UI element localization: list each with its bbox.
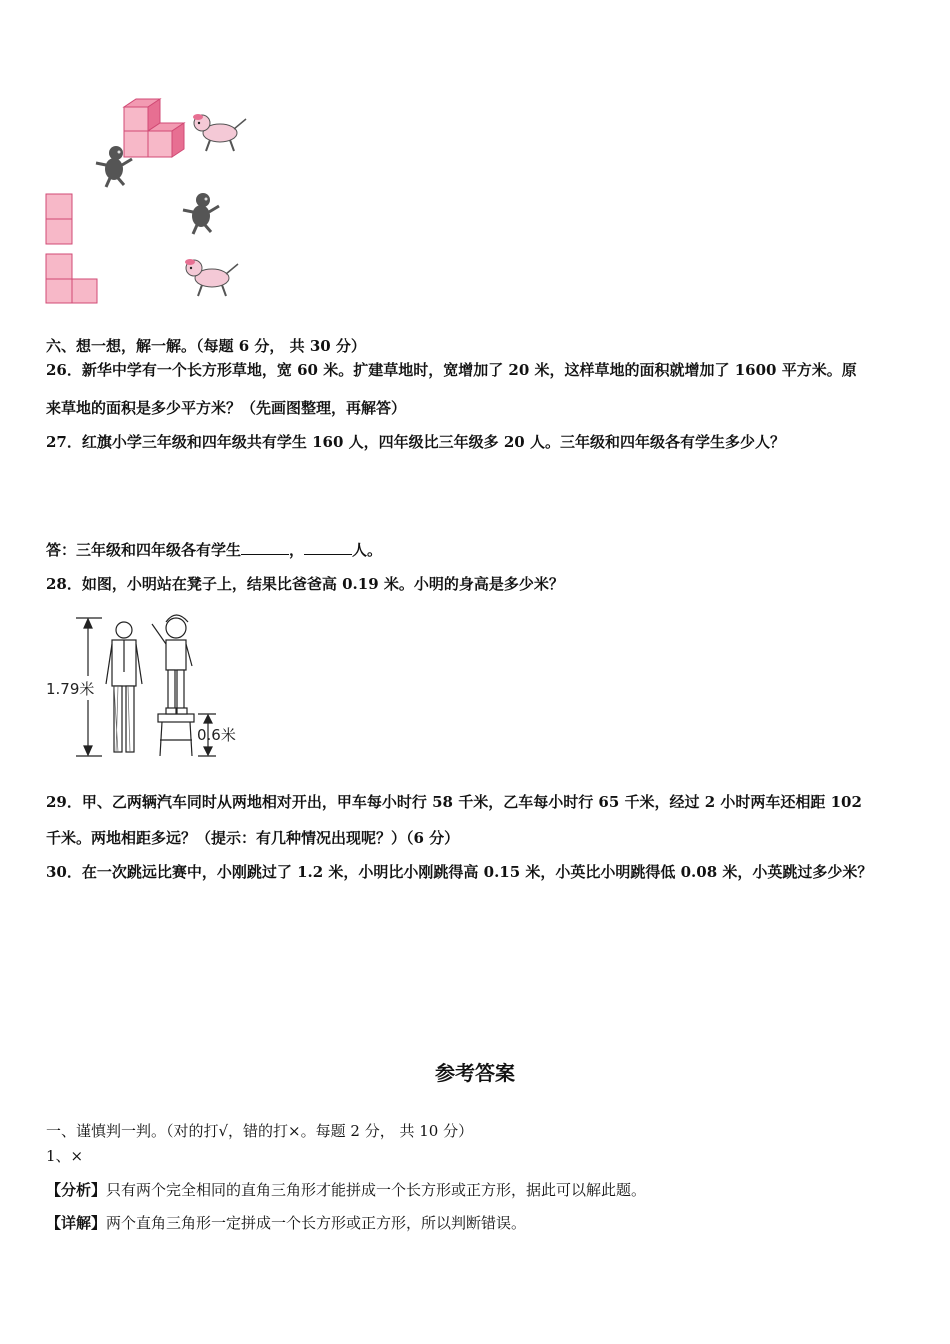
answer-detail xyxy=(46,1213,526,1233)
answer-suffix: 人。 xyxy=(352,541,383,559)
question-27-answer xyxy=(46,540,382,560)
answer-blank-grade4[interactable] xyxy=(304,540,352,555)
question-28: 28．如图，小明站在凳子上，结果比爸爸高 0.19 米。小明的身高是多少米？ xyxy=(46,575,564,593)
dad-height-label: 1.79米 xyxy=(46,680,95,698)
cube-view-figure xyxy=(40,95,260,310)
monkey-icon xyxy=(183,193,219,234)
question-26-line1: 26．新华中学有一个长方形草地，宽 60 米。扩建草地时，宽增加了 20 米，这样草地的面积就增加了 1600 平方米。原 xyxy=(46,361,857,379)
cube-stack xyxy=(124,99,184,157)
xiaoming-figure xyxy=(152,615,192,714)
answer-separator: ， xyxy=(289,541,305,559)
question-27: 27．红旗小学三年级和四年级共有学生 160 人，四年级比三年级多 20 人。三年级和四年级各有学生多少人？ xyxy=(46,433,785,451)
answers-title: 参考答案 xyxy=(435,1061,515,1085)
dog-icon xyxy=(193,114,246,151)
section-six-title: 六、想一想，解一解。（每题 6 分， 共 30 分） xyxy=(46,337,366,355)
analysis-label: 【分析】 xyxy=(46,1181,107,1199)
father-figure xyxy=(106,622,142,752)
detail-text: 两个直角三角形一定拼成一个长方形或正方形，所以判断错误。 xyxy=(106,1214,527,1232)
dog-icon xyxy=(185,259,238,296)
question-29-line2: 千米。两地相距多远？（提示：有几种情况出现呢？）（6 分） xyxy=(46,829,460,847)
answers-section-one-title: 一、谨慎判一判。（对的打√，错的打×。每题 2 分， 共 10 分） xyxy=(46,1122,474,1140)
analysis-text: 只有两个完全相同的直角三角形才能拼成一个长方形或正方形，据此可以解此题。 xyxy=(106,1181,647,1199)
stool xyxy=(158,714,194,756)
question-30: 30．在一次跳远比赛中，小刚跳过了 1.2 米，小明比小刚跳得高 0.15 米，小英比小明跳得低 0.08 米，小英跳过多少米？ xyxy=(46,863,873,881)
question-29-line1: 29．甲、乙两辆汽车同时从两地相对开出，甲车每小时行 58 千米，乙车每小时行 65 千米，经过 2 小时两车还相距 102 xyxy=(46,793,862,811)
answer-analysis xyxy=(46,1180,646,1200)
height-comparison-figure xyxy=(44,604,254,764)
answer-blank-grade3[interactable] xyxy=(241,540,289,555)
view-from-dog xyxy=(46,254,97,303)
answer-item-1: 1、× xyxy=(46,1147,84,1165)
answer-prefix: 答：三年级和四年级各有学生 xyxy=(46,541,242,559)
question-26-line2: 来草地的面积是多少平方米？（先画图整理，再解答） xyxy=(46,399,407,417)
stool-height-label: 0.6米 xyxy=(197,726,236,744)
view-from-monkey xyxy=(46,194,72,244)
detail-label: 【详解】 xyxy=(46,1214,107,1232)
